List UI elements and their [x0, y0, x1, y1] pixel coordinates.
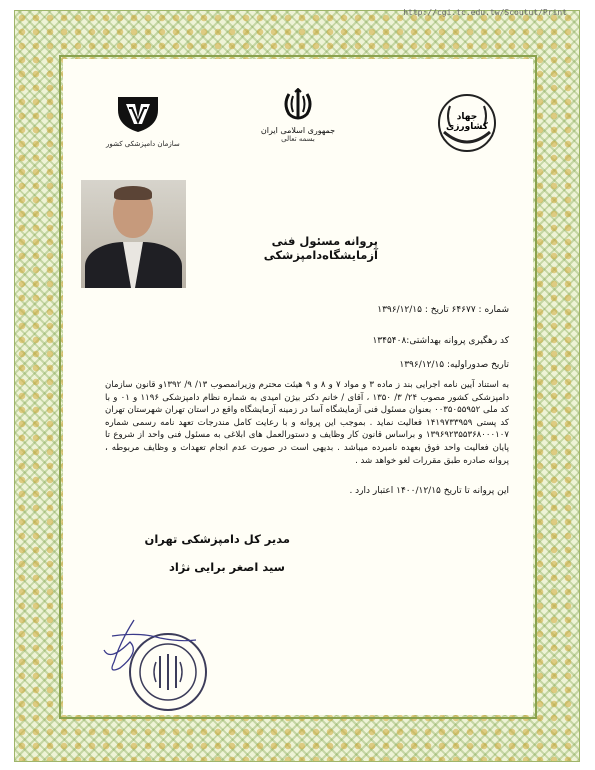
certificate-title: پروانه مسئول فنی آزمایشگاه‌دامپزشکی [263, 234, 378, 262]
validity-line: این پروانه تا تاریخ ۱۴۰۰/۱۲/۱۵ اعتبار دارد . [349, 486, 509, 496]
number-date-line: شماره : ۶۴۶۷۷ تاریخ : ۱۳۹۶/۱۲/۱۵ [377, 305, 509, 315]
emblem-line1: جمهوری اسلامی ایران [260, 126, 336, 135]
signatory-name: سید اصغر برایی نژاد [168, 560, 285, 574]
stamp-seal-icon [100, 612, 210, 716]
tracking-code-line: کد رهگیری پروانه بهداشتی:۱۳۴۵۴۰۸ [372, 336, 509, 346]
holder-photo [81, 180, 186, 288]
watermark-url: http://cgi.tc.edu.tw/Scoutut/Print [403, 8, 567, 17]
official-stamp [100, 612, 210, 716]
signatory-title: مدیر کل دامپزشکی تهران [144, 532, 290, 546]
emblem-line2: بسمه تعالی [281, 135, 315, 143]
photo-hair [114, 186, 152, 200]
veterinary-organization-logo [106, 94, 180, 154]
certificate-body-text: به استناد آیین نامه اجرایی بند ز ماده ۳ و مواد ۷ و ۸ و ۹ هیئت محترم وزیرانمصوب ۱۳/ ۹/ ۱۳۹۲و قانون سازمان دامپزشکی کشور مصوب ۲۴/ ۳/ ۱۳۵۰ ، آقای / خانم دکتر بیژن امیدی به شماره نظام دامپزشکی ۱۱۹۶ و ۰۱ و با کد ملی ۰۰۳۵۰۵۵۹۵۲ بعنوان مسئول فنی آزمایشگاه آسا در زمینه آزمایشگاه واقع در استان تهران شهرستان تهران کد پستی ۱۴۱۹۷۳۳۹۵۹ فعالیت نماید . بموجب این پروانه و با رعایت کامل مندرجات تعهد نامه رسمی شماره ۱۳۹۶۹۲۳۵۵۳۶۸۰۰۰۱۰۷ و براساس قانون کار وظایف و دستورالعمل های ابلاغی به مسئول فنی واحد از شروع تا پایان فعالیت واحد فوق بعهده نامبرده میباشد . بدیهی است در صورت عدم انجام تعهدات و وظایف مربوطه ، پروانه صادره طبق مقررات لغو خواهد شد . [105, 380, 510, 466]
iran-emblem-icon [281, 88, 315, 120]
issue-date-line: تاریخ صدوراولیه: ۱۳۹۶/۱۲/۱۵ [399, 360, 509, 370]
jihad-logo-text: جهاد کشاورزی [446, 112, 488, 132]
iran-emblem-block [258, 88, 338, 143]
vet-shield-icon [115, 94, 161, 134]
vet-logo-caption: سازمان دامپزشکی کشور [106, 140, 180, 148]
jihad-agriculture-logo [436, 92, 498, 154]
